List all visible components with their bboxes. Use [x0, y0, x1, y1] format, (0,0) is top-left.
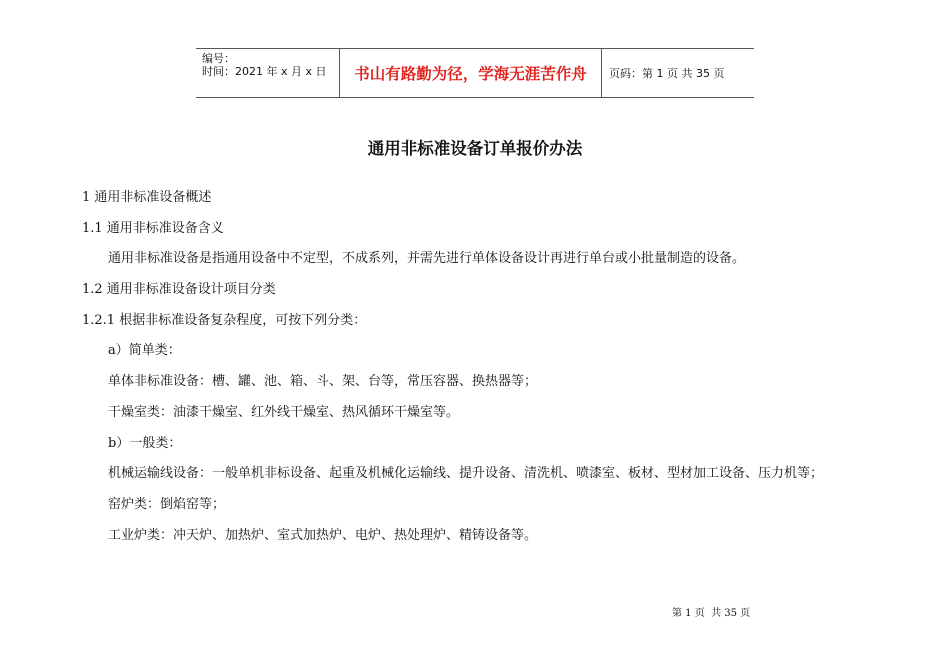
- definition-paragraph: 通用非标准设备是指通用设备中不定型，不成系列，并需先进行单体设备设计再进行单台或小批量制造的设备。: [108, 251, 746, 266]
- category-a-item-1: 单体非标准设备：槽、罐、池、箱、斗、架、台等，常压容器、换热器等；: [108, 374, 538, 389]
- section-1-1-heading: 1.1 通用非标准设备含义: [82, 221, 224, 236]
- number-label: 编号：: [202, 52, 235, 65]
- section-1-heading: 1 通用非标准设备概述: [82, 190, 212, 205]
- category-a-label: a）简单类：: [108, 343, 181, 358]
- section-1-2-heading: 1.2 通用非标准设备设计项目分类: [82, 282, 276, 297]
- category-b-item-1: 机械运输线设备：一般单机非标设备、起重及机械化运输线、提升设备、清洗机、喷漆室、板材、型材加工设备、压力机等；: [108, 466, 824, 481]
- header-page-info: 页码：第 1 页 共 35 页: [609, 67, 725, 80]
- category-a-item-2: 干燥室类：油漆干燥室、红外线干燥室、热风循环干燥室等。: [108, 405, 460, 420]
- category-b-item-2: 窑炉类：倒焰窑等；: [108, 497, 226, 512]
- document-header: [196, 48, 754, 98]
- category-b-item-3: 工业炉类：冲天炉、加热炉、室式加热炉、电炉、热处理炉、精铸设备等。: [108, 528, 538, 543]
- header-motto: 书山有路勤为径，学海无涯苦作舟: [340, 49, 602, 97]
- page-footer: 第 1 页 共 35 页: [672, 608, 751, 619]
- date-label: 时间：2021 年 x 月 x 日: [202, 65, 327, 78]
- section-1-2-1-heading: 1.2.1 根据非标准设备复杂程度，可按下列分类：: [82, 313, 367, 328]
- category-b-label: b）一般类：: [108, 436, 182, 451]
- document-title: 通用非标准设备订单报价办法: [367, 139, 583, 158]
- header-meta-cell: [196, 49, 340, 97]
